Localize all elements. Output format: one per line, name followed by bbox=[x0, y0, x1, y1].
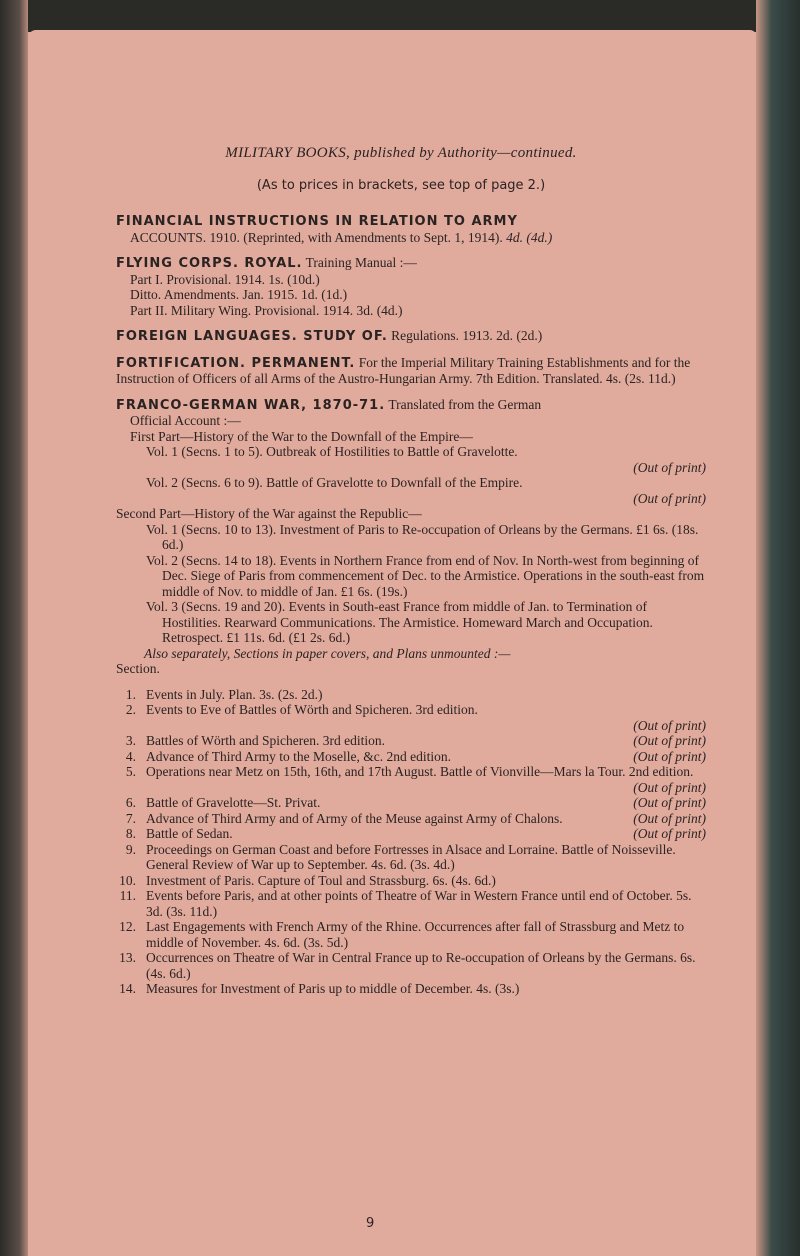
price-note: (As to prices in brackets, see top of page 2.) bbox=[256, 177, 546, 193]
page-content bbox=[116, 146, 706, 997]
section-text: Events in July. Plan. 3s. (2s. 2d.) bbox=[146, 686, 323, 702]
list-item bbox=[116, 981, 706, 997]
section-number: 2. bbox=[125, 702, 136, 717]
volume-status: (Out of print) bbox=[633, 459, 706, 475]
list-item bbox=[116, 687, 706, 703]
volume-status: (Out of print) bbox=[633, 490, 706, 506]
volume-entry: Vol. 2 (Secns. 6 to 9). Battle of Gravelotte to Downfall of the Empire. bbox=[146, 475, 523, 490]
volume-entry: Vol. 1 (Secns. 1 to 5). Outbreak of Hostilities to Battle of Gravelotte. bbox=[146, 444, 518, 459]
section-text: Events to Eve of Battles of Wörth and Spicheren. 3rd edition. bbox=[146, 702, 478, 717]
section-status: (Out of print) bbox=[633, 748, 706, 764]
book-cover-right bbox=[756, 0, 800, 1256]
section-status: (Out of print) bbox=[633, 826, 706, 841]
section-number: 14. bbox=[119, 981, 136, 996]
entry-price: 4d. (4d.) bbox=[506, 229, 553, 245]
section-status: (Out of print) bbox=[633, 779, 706, 795]
first-part: First Part—History of the War to the Downfall of the Empire— bbox=[130, 428, 473, 444]
section-status: (Out of print) bbox=[633, 810, 706, 826]
also-separately: Also separately, Sections in paper covers, and Plans unmounted :— bbox=[144, 645, 511, 661]
official-account: Official Account :— bbox=[130, 413, 241, 428]
section-text: Advance of Third Army and of Army of the Meuse against Army of Chalons. bbox=[146, 810, 563, 826]
second-part: Second Part—History of the War against the Republic— bbox=[116, 506, 422, 521]
list-item bbox=[116, 811, 706, 827]
page-header bbox=[96, 146, 706, 162]
section-number: 13. bbox=[119, 950, 136, 965]
volume-entry: Vol. 1 (Secns. 10 to 13). Investment of Paris to Re-occupation of Orleans by the Germans. £1 6s. (18s. 6d.) bbox=[146, 521, 699, 552]
list-item bbox=[116, 826, 706, 842]
section-label: Section. bbox=[116, 661, 160, 676]
section-number: 8. bbox=[125, 826, 136, 841]
list-item bbox=[116, 795, 706, 811]
entry-text: ACCOUNTS. 1910. (Reprinted, with Amendments to Sept. 1, 1914). bbox=[130, 229, 503, 245]
section-number: 9. bbox=[125, 841, 136, 857]
list-item bbox=[116, 888, 706, 919]
section-text: Last Engagements with French Army of the Rhine. Occurrences after fall of Strassburg and Metz to middle of November. 4s. 6d. (3s. 5d.) bbox=[146, 919, 685, 950]
section-status: (Out of print) bbox=[633, 733, 706, 748]
volume-entry: Vol. 3 (Secns. 19 and 20). Events in South-east France from middle of Jan. to Termination of Hostilities. Rearward Communications. The Armistice. Homeward March and Occupation. Retrospect. £1 11s. 6d. (£1 2s. 6d.) bbox=[146, 599, 653, 645]
header-continued: —continued. bbox=[497, 145, 577, 161]
section-status: (Out of print) bbox=[633, 717, 706, 733]
list-item bbox=[116, 873, 706, 889]
section-text: Battle of Sedan. bbox=[146, 826, 233, 841]
header-publisher: published by Authority bbox=[354, 145, 498, 161]
entry-heading: FRANCO-GERMAN WAR, 1870-71. bbox=[116, 397, 386, 413]
page-number: 9 bbox=[366, 1216, 375, 1231]
entry-heading: FINANCIAL INSTRUCTIONS IN RELATION TO ARMY bbox=[116, 214, 518, 229]
header-title: MILITARY BOOKS, bbox=[225, 145, 351, 161]
section-text: Operations near Metz on 15th, 16th, and 17th August. Battle of Vionville—Mars la Tour. 2nd edition. bbox=[146, 764, 694, 779]
section-list bbox=[116, 687, 706, 997]
entry-heading: FOREIGN LANGUAGES. STUDY OF. bbox=[116, 329, 388, 344]
entry-line: Ditto. Amendments. Jan. 1915. 1d. (1d.) bbox=[130, 287, 348, 302]
entry-text: For the Imperial Military Training Establishments and for the Instruction of Officers of all Arms of the Austro-Hungarian Army. 7th Edition. Translated. 4s. (2s. 11d.) bbox=[116, 354, 691, 386]
section-number: 7. bbox=[125, 810, 136, 826]
section-number: 4. bbox=[125, 748, 136, 764]
volume-entry: Vol. 2 (Secns. 14 to 18). Events in Northern France from end of Nov. In North-west from beginning of Dec. Siege of Paris from commencement of Dec. to the Armistice. Operations in the south-east from middle of Nov. to middle of Jan. £1 6s. (19s.) bbox=[146, 552, 705, 599]
entry-financial-instructions bbox=[116, 213, 706, 245]
book-spine-left bbox=[0, 0, 28, 1256]
section-text: Events before Paris, and at other points of Theatre of War in Western France until end of October. 5s. 3d. (3s. 11d.) bbox=[146, 888, 692, 919]
list-item bbox=[116, 749, 706, 765]
section-text: Advance of Third Army to the Moselle, &c. 2nd edition. bbox=[146, 748, 451, 764]
section-number: 10. bbox=[119, 872, 136, 888]
section-text: Proceedings on German Coast and before Fortresses in Alsace and Lorraine. Battle of Noisseville. General Review of War up to September. 4s. 6d. (3s. 4d.) bbox=[146, 841, 676, 872]
entry-line: Part II. Military Wing. Provisional. 1914. 3d. (4d.) bbox=[130, 302, 403, 318]
section-text: Investment of Paris. Capture of Toul and Strassburg. 6s. (4s. 6d.) bbox=[146, 872, 496, 888]
section-status: (Out of print) bbox=[633, 795, 706, 810]
section-number: 12. bbox=[119, 919, 136, 934]
entry-text: Regulations. 1913. 2d. (2d.) bbox=[391, 328, 543, 343]
list-item bbox=[116, 919, 706, 950]
list-item bbox=[116, 764, 706, 795]
section-number: 11. bbox=[119, 888, 136, 903]
section-text: Battles of Wörth and Spicheren. 3rd edition. bbox=[146, 733, 385, 748]
entry-foreign-languages bbox=[116, 328, 706, 345]
section-number: 3. bbox=[125, 733, 136, 748]
section-number: 6. bbox=[125, 795, 136, 810]
entry-franco-german-war bbox=[116, 397, 706, 677]
list-item bbox=[116, 733, 706, 749]
list-item bbox=[116, 702, 706, 733]
section-text: Battle of Gravelotte—St. Privat. bbox=[146, 795, 321, 810]
entry-text: Translated from the German bbox=[388, 396, 542, 412]
section-text: Measures for Investment of Paris up to middle of December. 4s. (3s.) bbox=[146, 981, 520, 996]
section-text: Occurrences on Theatre of War in Central France up to Re-occupation of Orleans by the Germans. 6s. (4s. 6d.) bbox=[146, 950, 696, 981]
scan-top-border bbox=[0, 0, 800, 32]
section-number: 5. bbox=[125, 764, 136, 779]
entry-fortification bbox=[116, 355, 706, 387]
entry-flying-corps bbox=[116, 255, 706, 318]
list-item bbox=[116, 950, 706, 981]
entry-heading: FLYING CORPS. ROYAL. bbox=[116, 256, 303, 271]
entry-text: Training Manual :— bbox=[305, 255, 417, 270]
entry-heading: FORTIFICATION. PERMANENT. bbox=[116, 355, 356, 371]
entry-line: Part I. Provisional. 1914. 1s. (10d.) bbox=[130, 271, 320, 287]
section-number: 1. bbox=[125, 686, 136, 702]
list-item bbox=[116, 842, 706, 873]
